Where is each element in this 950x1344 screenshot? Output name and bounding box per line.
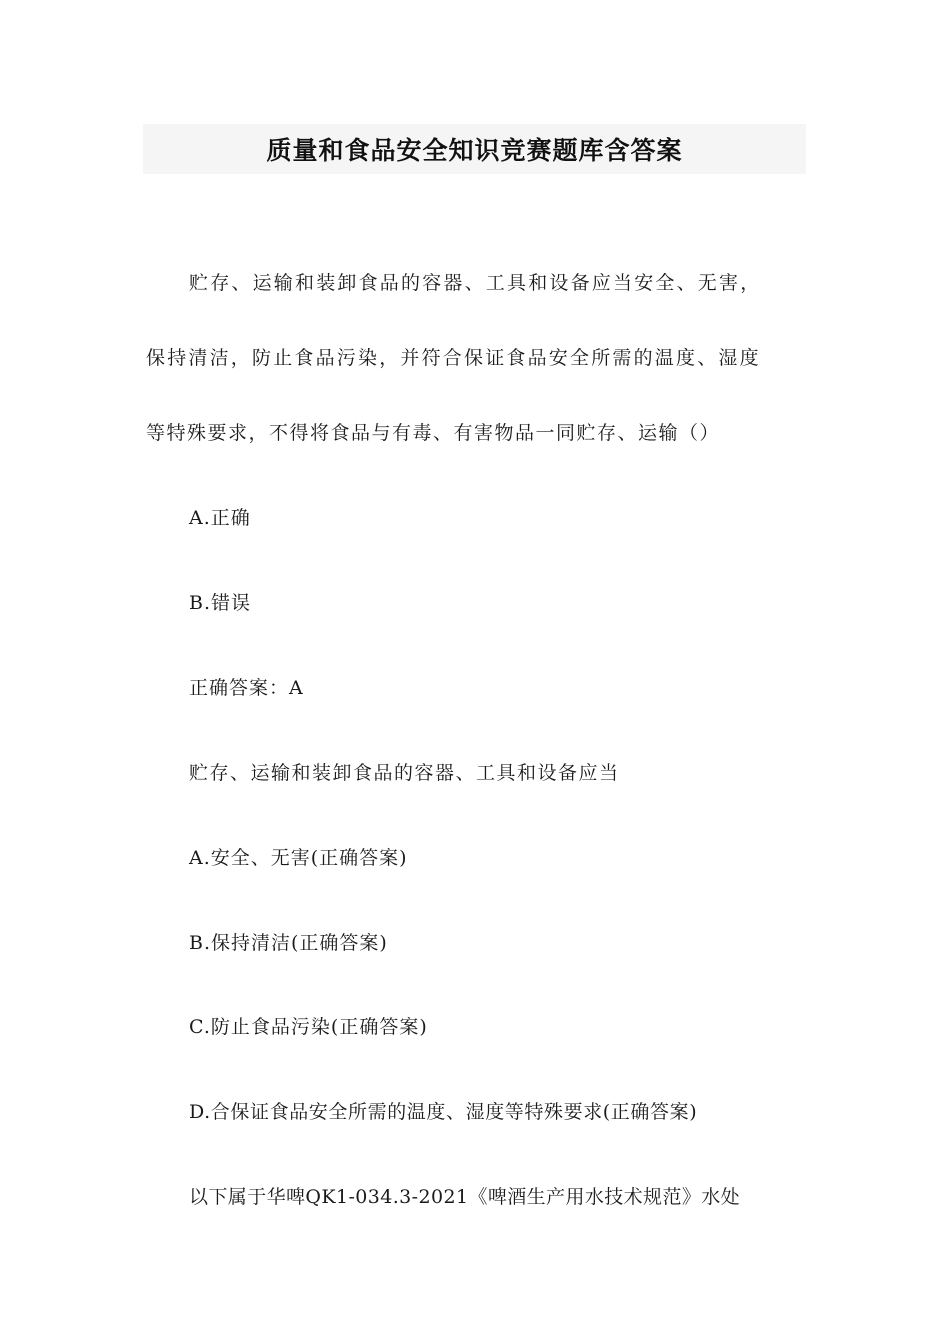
question-1-option-a: A.正确 — [189, 507, 251, 529]
question-2-option-a: A.安全、无害(正确答案) — [189, 847, 408, 869]
question-1-option-b: B.错误 — [189, 592, 252, 614]
title-bar — [143, 124, 806, 174]
document-title: 质量和食品安全知识竞赛题库含答案 — [266, 136, 683, 165]
question-2-stem: 贮存、运输和装卸食品的容器、工具和设备应当 — [189, 762, 620, 784]
question-2-option-d: D.合保证食品安全所需的温度、湿度等特殊要求(正确答案) — [189, 1101, 698, 1123]
question-1-text-line-3: 等特殊要求，不得将食品与有毒、有害物品一同贮存、运输（） — [146, 422, 721, 444]
question-1-text-line-1: 贮存、运输和装卸食品的容器、工具和设备应当安全、无害， — [189, 272, 762, 294]
question-1-answer: 正确答案：A — [189, 677, 304, 699]
question-1-text-line-2: 保持清洁，防止食品污染，并符合保证食品安全所需的温度、湿度 — [146, 347, 761, 369]
question-3-stem: 以下属于华啤QK1-034.3-2021《啤酒生产用水技术规范》水处 — [189, 1186, 741, 1208]
question-2-option-c: C.防止食品污染(正确答案) — [189, 1016, 428, 1038]
question-2-option-b: B.保持清洁(正确答案) — [189, 932, 388, 954]
